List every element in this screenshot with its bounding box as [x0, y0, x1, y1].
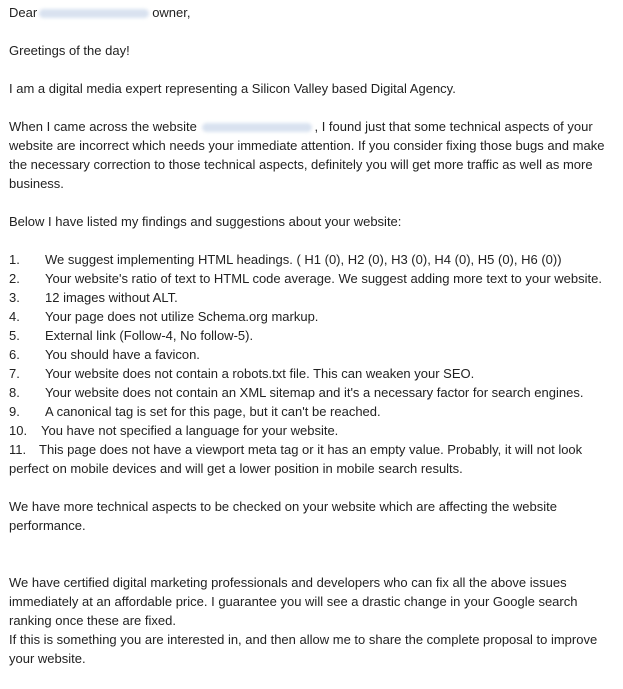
certified-professionals-paragraph: We have certified digital marketing professionals and developers who can fix all the above issues immediately at an affordable price. I guarantee you will see a drastic change in your Google search ranking once these are fixed.	[9, 575, 578, 628]
website-observation-paragraph	[9, 117, 614, 193]
finding-text: We suggest implementing HTML headings. ( H1 (0), H2 (0), H3 (0), H4 (0), H5 (0), H6 (0))	[45, 252, 562, 267]
finding-text: Your website's ratio of text to HTML code average. We suggest adding more text to your website.	[45, 271, 602, 286]
finding-number: 2.	[9, 271, 20, 286]
finding-item	[9, 288, 614, 307]
finding-text: Your website does not contain an XML sitemap and it's a necessary factor for search engines.	[45, 385, 584, 400]
finding-text: This page does not have a viewport meta tag or it has an empty value. Probably, it will not look perfect on mobile devices and will get a lower position in mobile search results.	[9, 442, 583, 476]
finding-number: 7.	[9, 366, 20, 381]
finding-item	[9, 440, 614, 478]
finding-text: 12 images without ALT.	[45, 290, 178, 305]
finding-item	[9, 269, 614, 288]
finding-item	[9, 383, 614, 402]
observation-text-after: , I found just that some technical aspects of your website are incorrect which needs your immediate attention. If you consider fixing those bugs and make the necessary correction to those technical aspects, definitely you will get more traffic as well as more business.	[9, 119, 605, 191]
closing-paragraph: If this is something you are interested in, and then allow me to share the complete proposal to improve your website.	[9, 632, 598, 666]
salutation-dear: Dear	[9, 5, 38, 20]
finding-text: You should have a favicon.	[45, 347, 200, 362]
finding-item	[9, 402, 614, 421]
finding-number: 3.	[9, 290, 20, 305]
finding-text: External link (Follow-4, No follow-5).	[45, 328, 254, 343]
finding-item	[9, 326, 614, 345]
finding-item	[9, 345, 614, 364]
finding-number: 8.	[9, 385, 20, 400]
salutation-owner: owner,	[152, 5, 191, 20]
finding-item	[9, 250, 614, 269]
finding-text: Your page does not utilize Schema.org markup.	[45, 309, 319, 324]
finding-number: 6.	[9, 347, 20, 362]
finding-text: Your website does not contain a robots.txt file. This can weaken your SEO.	[45, 366, 475, 381]
finding-number: 10.	[9, 423, 28, 438]
finding-number: 4.	[9, 309, 20, 324]
finding-number: 9.	[9, 404, 20, 419]
findings-intro: Below I have listed my findings and suggestions about your website:	[9, 214, 402, 229]
observation-text-before: When I came across the website	[9, 119, 197, 134]
finding-number: 11.	[9, 442, 27, 457]
redacted-website-url	[202, 123, 312, 132]
finding-text: You have not specified a language for your website.	[41, 423, 339, 438]
findings-list	[9, 250, 614, 478]
finding-number: 1.	[9, 252, 20, 267]
finding-number: 5.	[9, 328, 20, 343]
more-aspects-paragraph: We have more technical aspects to be checked on your website which are affecting the website performance.	[9, 499, 557, 533]
finding-item	[9, 421, 614, 440]
intro-paragraph: I am a digital media expert representing a Silicon Valley based Digital Agency.	[9, 81, 456, 96]
finding-item	[9, 364, 614, 383]
salutation	[9, 3, 191, 22]
finding-text: A canonical tag is set for this page, but it can't be reached.	[45, 404, 381, 419]
redacted-website-name	[39, 9, 149, 18]
finding-item	[9, 307, 614, 326]
greeting-line: Greetings of the day!	[9, 43, 130, 58]
